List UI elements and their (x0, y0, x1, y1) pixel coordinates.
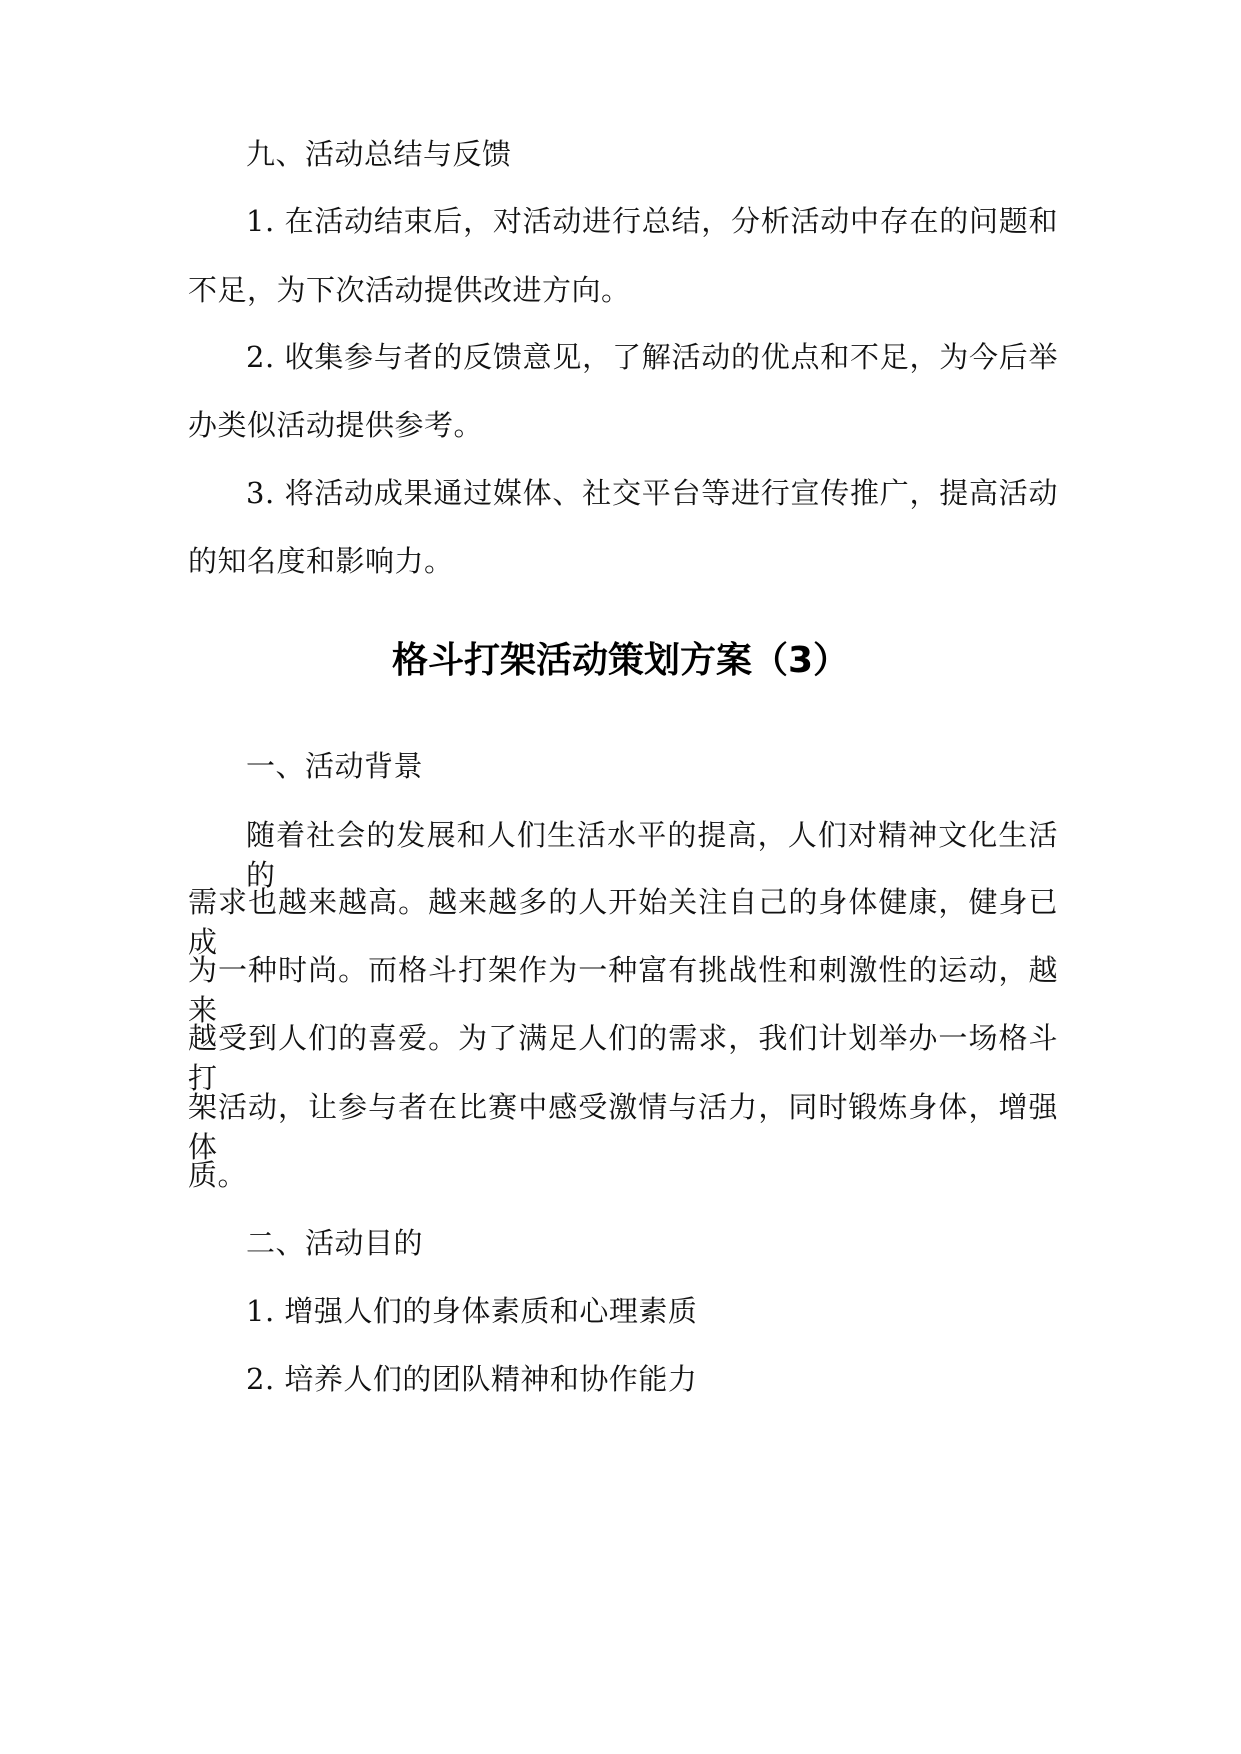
section-one-heading: 一、活动背景 (246, 749, 424, 783)
section-one-paragraph-line-1: 随着社会的发展和人们生活水平的提高，人们对精神文化生活的 (246, 818, 1058, 892)
section-nine-item-3-line-1: 3. 将活动成果通过媒体、社交平台等进行宣传推广，提高活动 (246, 476, 1058, 510)
section-one-paragraph-line-5: 架活动，让参与者在比赛中感受激情与活力，同时锻炼身体，增强体 (188, 1090, 1058, 1164)
section-one-paragraph-line-6: 质。 (188, 1158, 248, 1192)
document-title: 格斗打架活动策划方案（3） (391, 640, 850, 681)
section-one-paragraph-line-4: 越受到人们的喜爱。为了满足人们的需求，我们计划举办一场格斗打 (188, 1021, 1058, 1095)
section-nine-item-2-line-1: 2. 收集参与者的反馈意见，了解活动的优点和不足，为今后举 (246, 340, 1058, 374)
section-nine-item-2-line-2: 办类似活动提供参考。 (188, 408, 484, 442)
section-nine-item-1-line-1: 1. 在活动结束后，对活动进行总结，分析活动中存在的问题和 (246, 204, 1058, 238)
section-one-paragraph-line-3: 为一种时尚。而格斗打架作为一种富有挑战性和刺激性的运动，越来 (188, 953, 1058, 1027)
section-two-item-1: 1. 增强人们的身体素质和心理素质 (246, 1294, 698, 1328)
section-nine-item-1-line-2: 不足，为下次活动提供改进方向。 (188, 273, 631, 307)
section-one-paragraph-line-2: 需求也越来越高。越来越多的人开始关注自己的身体健康，健身已成 (188, 885, 1058, 959)
section-two-heading: 二、活动目的 (246, 1226, 424, 1260)
section-nine-heading: 九、活动总结与反馈 (246, 137, 512, 171)
section-nine-item-3-line-2: 的知名度和影响力。 (188, 544, 454, 578)
section-two-item-2: 2. 培养人们的团队精神和协作能力 (246, 1362, 698, 1396)
